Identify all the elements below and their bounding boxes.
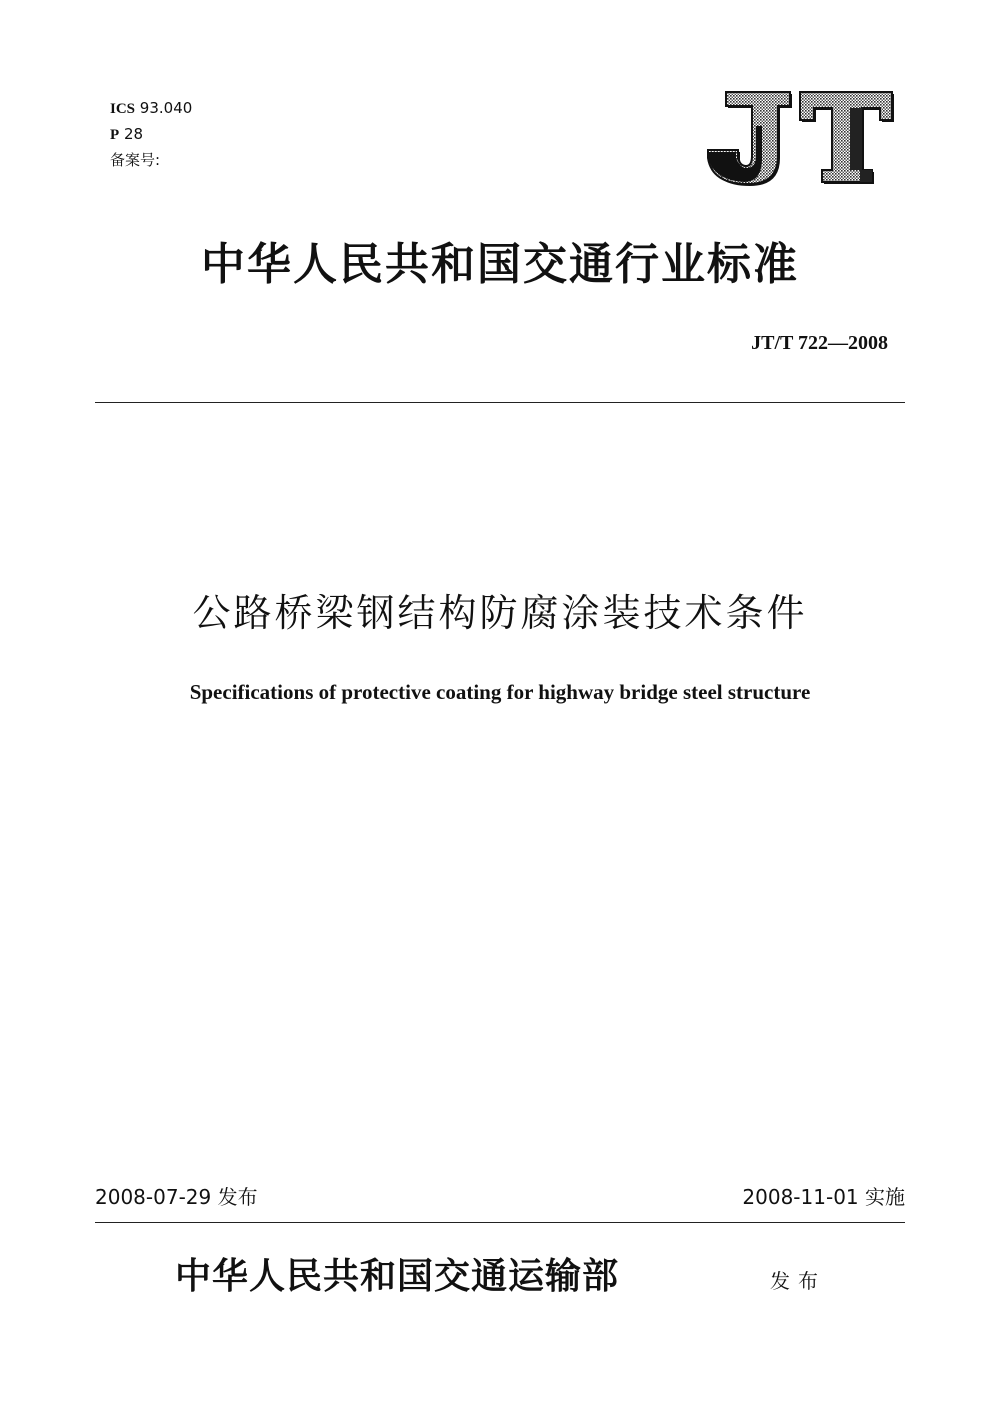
- implementation-date: 2008-11-01 实施: [742, 1185, 905, 1209]
- top-divider: [95, 402, 905, 403]
- ics-label: ICS: [110, 101, 136, 117]
- standard-code: JT/T 722—2008: [751, 332, 888, 354]
- publisher-action: 发布: [770, 1269, 826, 1293]
- ccs-code: [110, 125, 143, 144]
- ccs-value: 28: [123, 125, 144, 143]
- issue-date: 2008-07-29 发布: [95, 1185, 258, 1209]
- org-standard-title: 中华人民共和国交通行业标准: [201, 239, 799, 290]
- bottom-divider: [95, 1222, 905, 1223]
- document-title-cn: 公路桥梁钢结构防腐涂装技术条件: [192, 591, 808, 635]
- jt-logo-icon: [700, 86, 896, 186]
- filing-label: 备案号:: [110, 151, 161, 169]
- filing-number: [110, 151, 160, 169]
- ics-value: 93.040: [139, 99, 193, 117]
- publisher-name: 中华人民共和国交通运输部: [175, 1255, 620, 1297]
- document-title-en: Specifications of protective coating for highway bridge steel structure: [189, 680, 811, 704]
- ccs-label: P: [110, 127, 120, 143]
- ics-code: [110, 99, 192, 118]
